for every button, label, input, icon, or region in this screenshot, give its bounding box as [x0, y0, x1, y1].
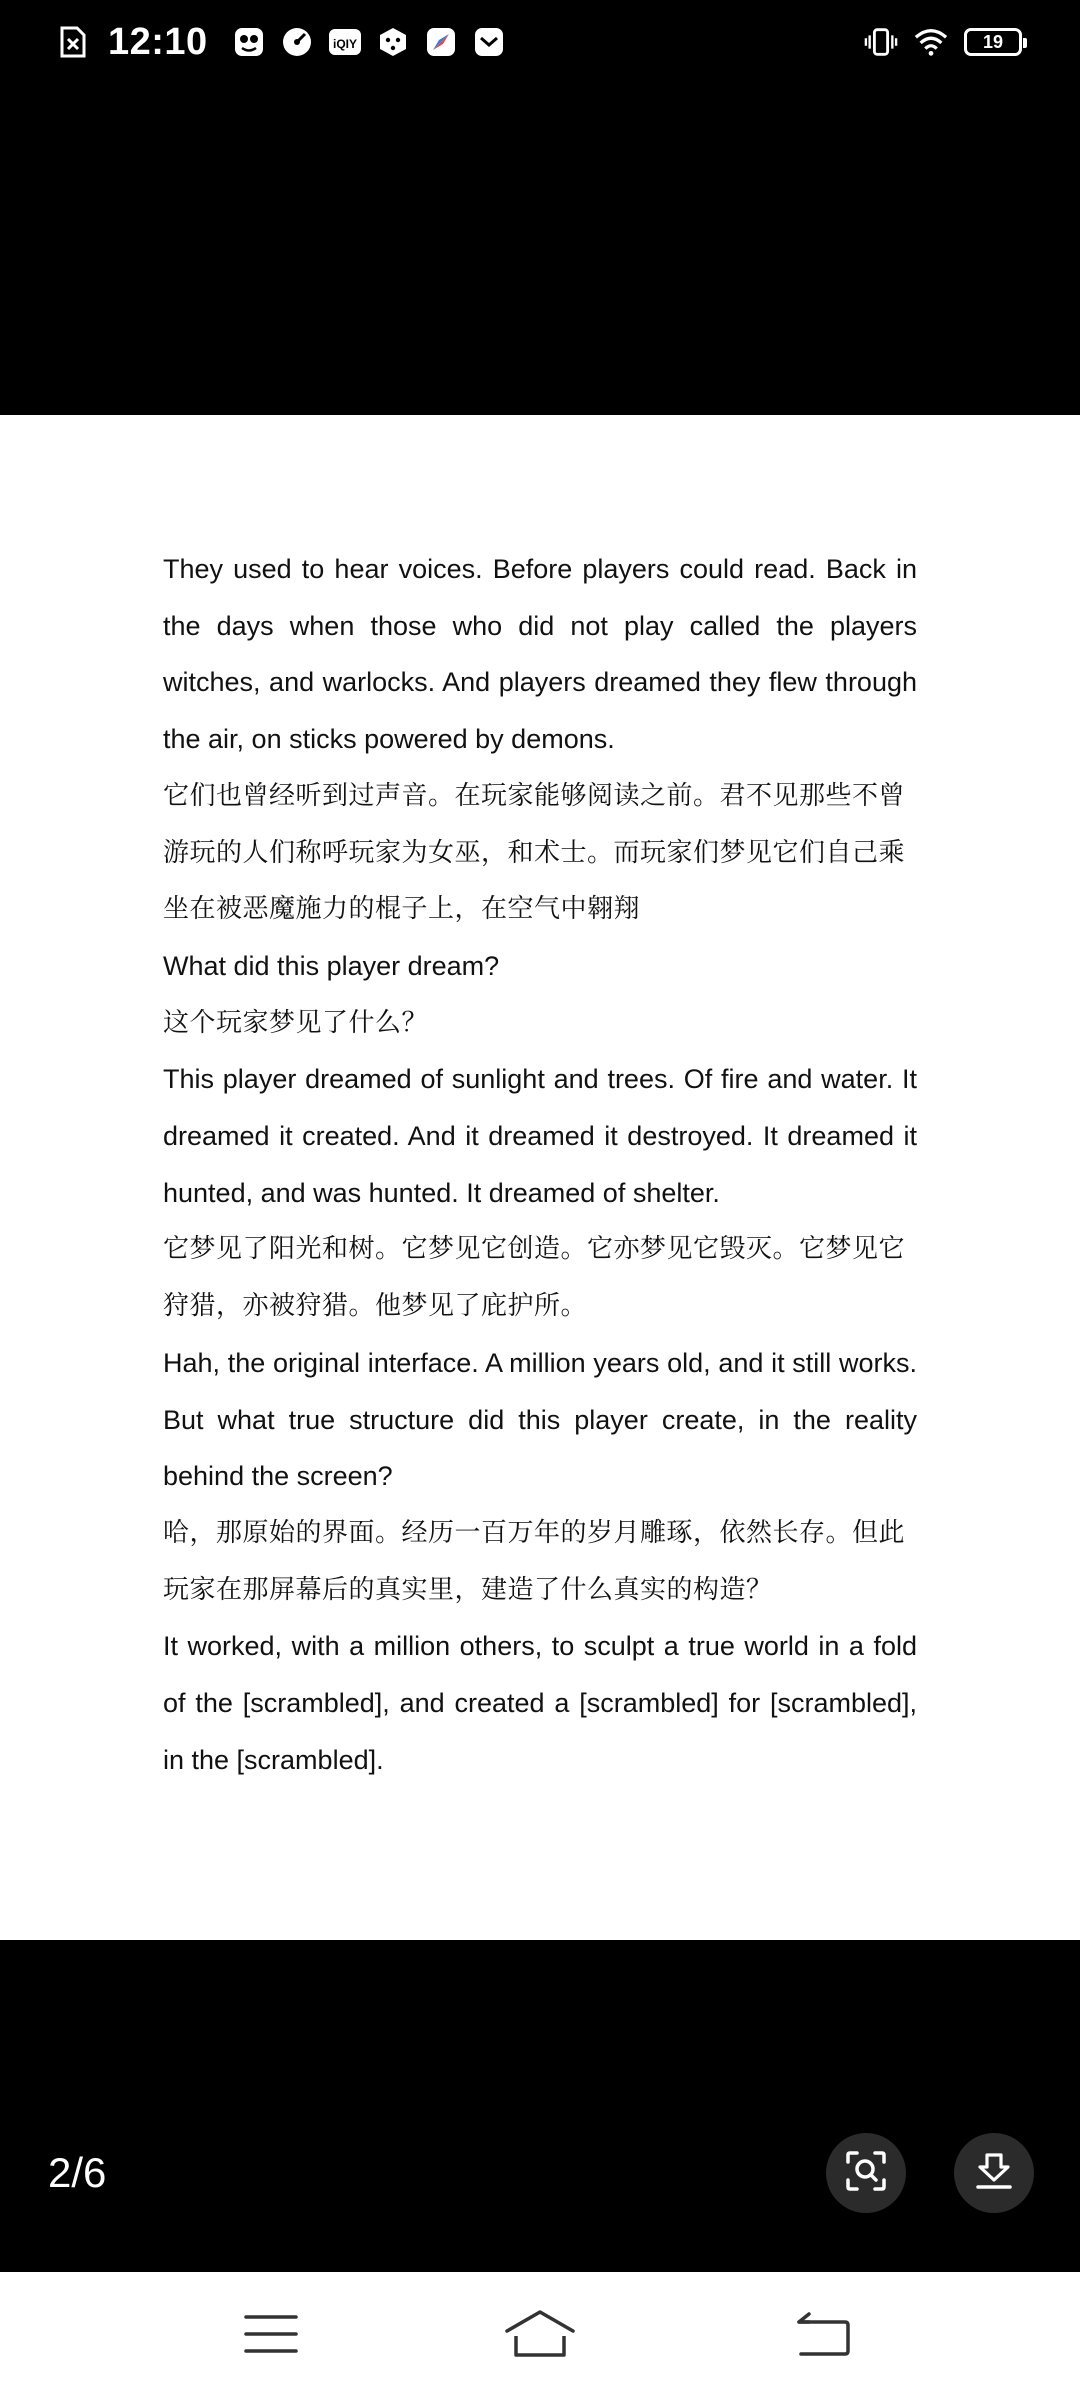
nav-home-button[interactable]: [490, 2294, 590, 2378]
status-time: 12:10: [108, 20, 208, 63]
iqiyi-icon: [328, 25, 362, 59]
battery-icon: [964, 28, 1022, 56]
paragraph-en: Hah, the original interface. A million years old, and it still works. But what true structure did this player create, in the reality behind the screen?: [163, 1347, 917, 1492]
download-button[interactable]: [954, 2133, 1034, 2213]
menu-icon: [244, 2313, 298, 2360]
document-image[interactable]: [0, 415, 1080, 1940]
paragraph-zh: 哈，那原始的界面。经历一百万年的岁月雕琢，依然长存。但此玩家在那屏幕后的真实里，建造了什么真实的构造？: [163, 1517, 906, 1605]
paragraph-zh: 这个玩家梦见了什么？: [163, 1007, 429, 1038]
battery-level: 19: [982, 32, 1004, 52]
document-text: [163, 541, 917, 1788]
page-counter: 2/6: [48, 2149, 107, 2196]
dice-icon: [376, 25, 410, 59]
download-icon: [972, 2149, 1016, 2198]
wifi-icon: [914, 25, 948, 59]
paragraph-zh: 它们也曾经听到过声音。在玩家能够阅读之前。君不见那些不曾游玩的人们称呼玩家为女巫，和术士。而玩家们梦见它们自己乘坐在被恶魔施力的棍子上，在空气中翱翔: [163, 780, 906, 925]
back-icon: [795, 2311, 851, 2362]
paragraph-zh: 它梦见了阳光和树。它梦见它创造。它亦梦见它毁灭。它梦见它狩猎，亦被狩猎。他梦见了庇护所。: [163, 1234, 906, 1322]
paragraph-en: They used to hear voices. Before players could read. Back in the days when those who did not play called the players witches, and warlocks. And players dreamed they flew through the air, on sticks powered by demons.: [163, 554, 917, 755]
paragraph-en: This player dreamed of sunlight and trees. Of fire and water. It dreamed it created. And it dreamed it destroyed. It dreamed it hunted, and was hunted. It dreamed of shelter.: [163, 1064, 917, 1208]
nav-menu-button[interactable]: [221, 2294, 321, 2378]
image-search-button[interactable]: [826, 2133, 906, 2213]
status-bar: [0, 0, 1080, 86]
mail-icon: [472, 25, 506, 59]
home-icon: [504, 2309, 576, 2364]
app-notification-icon: [232, 25, 266, 59]
svg-text:iQIY: iQIY: [332, 37, 357, 51]
vibrate-icon: [864, 25, 898, 59]
sim-error-icon: [56, 25, 90, 59]
paragraph-en: What did this player dream?: [163, 950, 500, 981]
image-search-icon: [844, 2149, 888, 2198]
app-icon: [424, 25, 458, 59]
navigation-bar: [0, 2272, 1080, 2400]
compass-icon: [280, 25, 314, 59]
status-right: [864, 22, 1022, 62]
paragraph-en: It worked, with a million others, to sculpt a true world in a fold of the [scrambled], and created a [scrambled] for [scrambled], in the [scrambled].: [163, 1631, 917, 1775]
status-left: [56, 18, 506, 66]
nav-back-button[interactable]: [773, 2294, 873, 2378]
